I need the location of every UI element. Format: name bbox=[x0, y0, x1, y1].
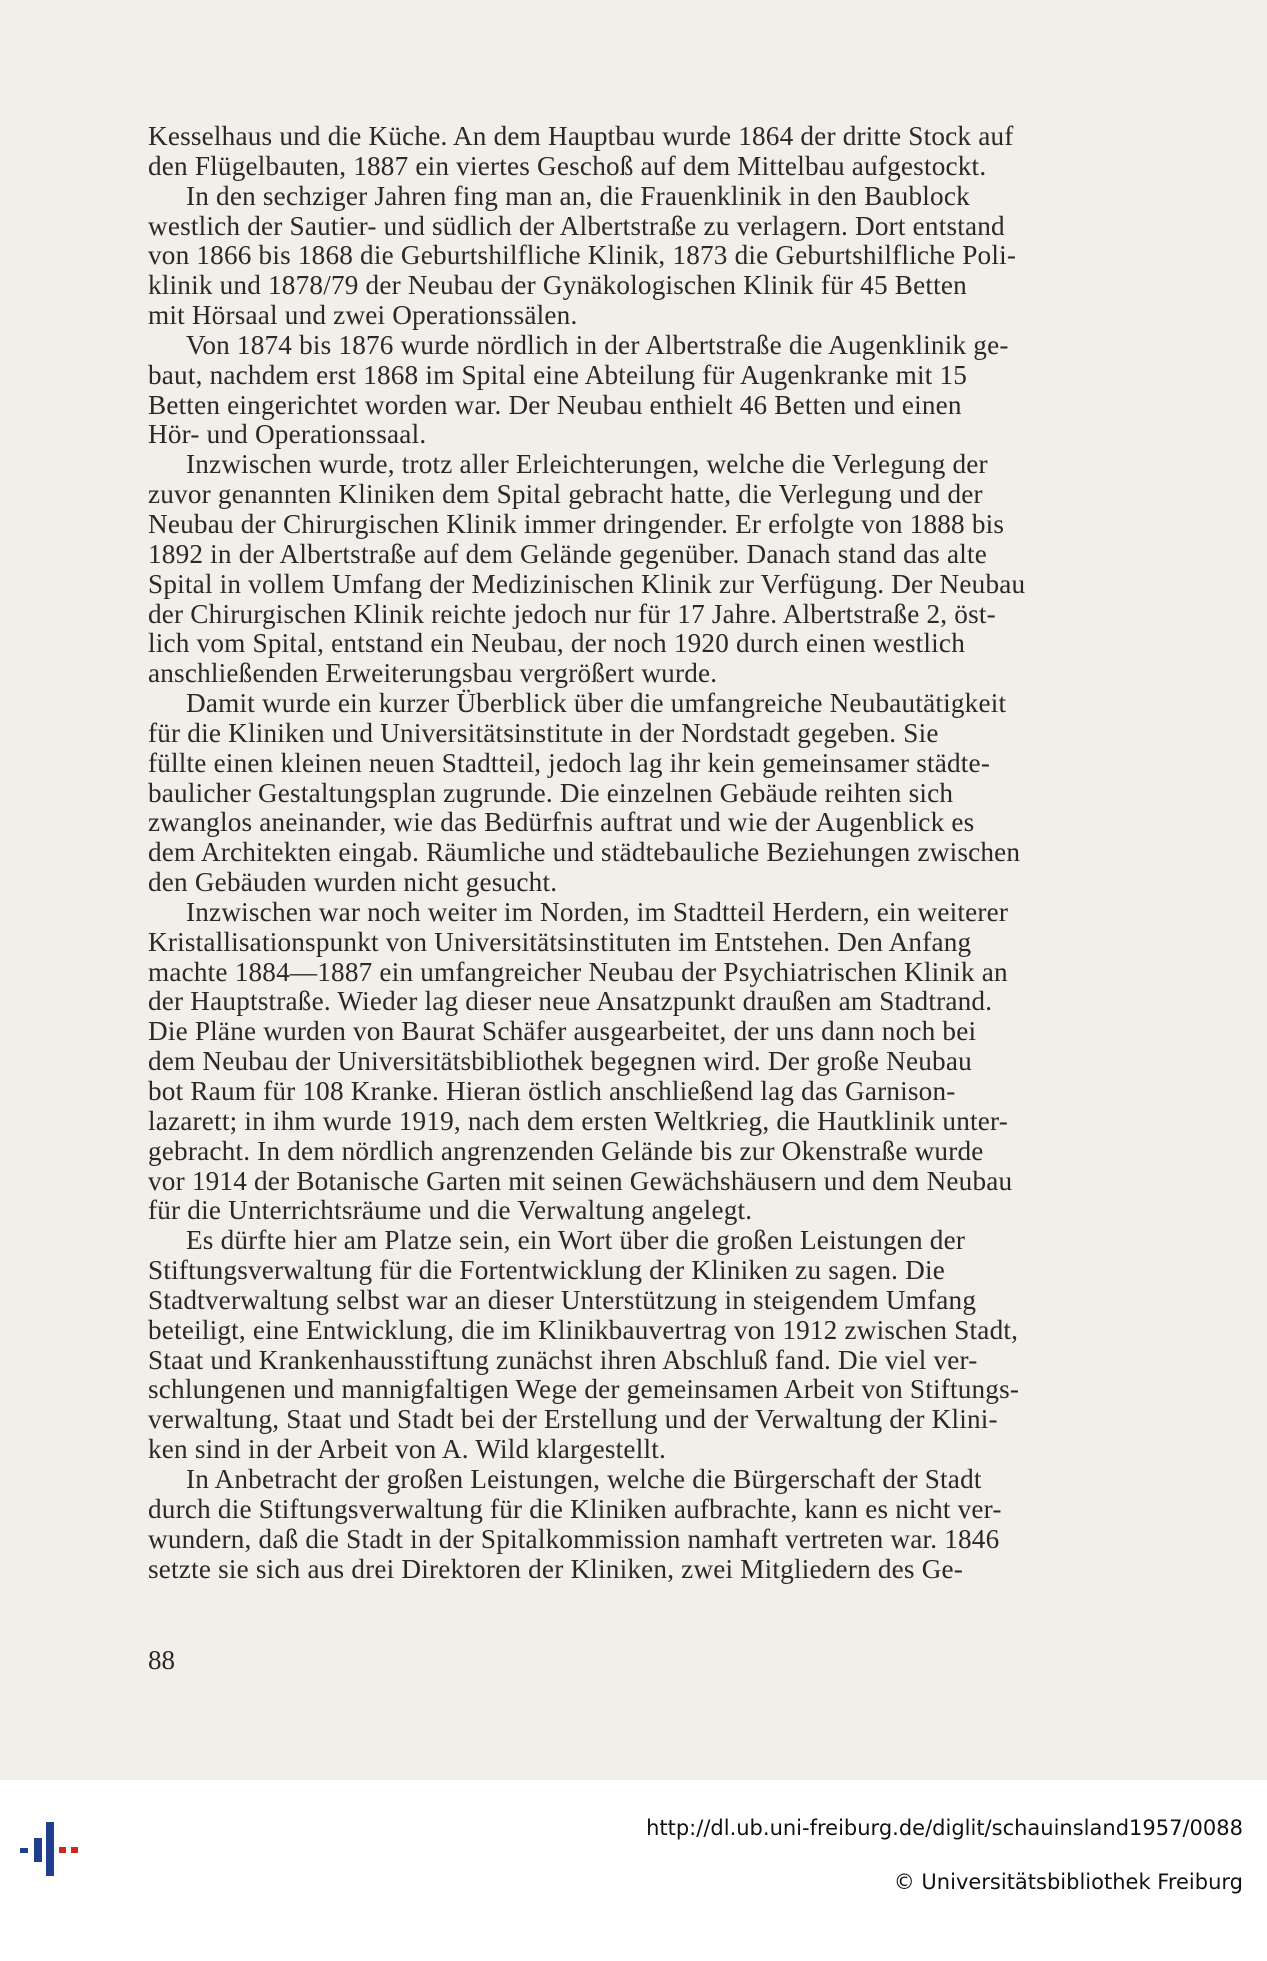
text-line: Kesselhaus und die Küche. An dem Hauptbau wurde 1864 der dritte Stock auf bbox=[148, 121, 1014, 151]
ub-freiburg-logo-icon bbox=[16, 1810, 82, 1880]
text-line: dem Architekten eingab. Räumliche und städtebauliche Beziehungen zwischen bbox=[148, 837, 1021, 868]
text-line: den Flügelbauten, 1887 ein viertes Geschoß auf dem Mittelbau aufgestockt. bbox=[148, 150, 987, 181]
text-line: 1892 in der Albertstraße auf dem Gelände gegenüber. Danach stand das alte bbox=[148, 538, 987, 569]
text-line: durch die Stiftungsverwaltung für die Kliniken aufbrachte, kann es nicht ver- bbox=[148, 1493, 1002, 1524]
text-line: In Anbetracht der großen Leistungen, welche die Bürgerschaft der Stadt bbox=[186, 1463, 982, 1494]
text-line: lazarett; in ihm wurde 1919, nach dem ersten Weltkrieg, die Hautklinik unter- bbox=[148, 1105, 1009, 1136]
text-line: der Chirurgischen Klinik reichte jedoch nur für 17 Jahre. Albertstraße 2, öst- bbox=[148, 598, 996, 629]
text-line: mit Hörsaal und zwei Operationssälen. bbox=[148, 300, 578, 331]
text-line: füllte einen kleinen neuen Stadtteil, jedoch lag ihr kein gemeinsamer städte- bbox=[148, 747, 991, 778]
text-line: beteiligt, eine Entwicklung, die im Klinikbauvertrag von 1912 zwischen Stadt, bbox=[148, 1314, 1019, 1345]
text-line: Damit wurde ein kurzer Überblick über die umfangreiche Neubautätigkeit bbox=[186, 688, 1007, 719]
text-line: zuvor genannten Kliniken dem Spital gebracht hatte, die Verlegung und der bbox=[148, 479, 983, 510]
text-line: verwaltung, Staat und Stadt bei der Erstellung und der Verwaltung der Klini- bbox=[148, 1404, 998, 1435]
text-line: gebracht. In dem nördlich angrenzenden Gelände bis zur Okenstraße wurde bbox=[148, 1135, 984, 1166]
text-line: dem Neubau der Universitätsbibliothek begegnen wird. Der große Neubau bbox=[148, 1046, 972, 1077]
paragraph bbox=[148, 1226, 1143, 1465]
text-line: Inzwischen wurde, trotz aller Erleichterungen, welche die Verlegung der bbox=[186, 449, 988, 480]
paragraph bbox=[148, 898, 1143, 1226]
page-body-text bbox=[148, 122, 1143, 1584]
text-line: machte 1884—1887 ein umfangreicher Neubau der Psychiatrischen Klinik an bbox=[148, 956, 1008, 987]
text-line: Staat und Krankenhausstiftung zunächst ihren Abschluß fand. Die viel ver- bbox=[148, 1344, 978, 1375]
paragraph bbox=[148, 182, 1143, 331]
text-line: ken sind in der Arbeit von A. Wild klargestellt. bbox=[148, 1434, 666, 1465]
text-line: bot Raum für 108 Kranke. Hieran östlich anschließend lag das Garnison- bbox=[148, 1076, 956, 1106]
text-line: westlich der Sautier- und südlich der Albertstraße zu verlagern. Dort entstand bbox=[148, 210, 1005, 241]
text-line: lich vom Spital, entstand ein Neubau, der noch 1920 durch einen westlich bbox=[148, 628, 965, 659]
text-line: Inzwischen war noch weiter im Norden, im Stadtteil Herdern, ein weiterer bbox=[186, 896, 1009, 927]
text-line: wundern, daß die Stadt in der Spitalkommission namhaft vertreten war. 1846 bbox=[148, 1523, 1000, 1554]
text-line: baut, nachdem erst 1868 im Spital eine Abteilung für Augenkranke mit 15 bbox=[148, 359, 968, 390]
text-line: Spital in vollem Umfang der Medizinischen Klinik zur Verfügung. Der Neubau bbox=[148, 568, 1026, 599]
text-line: Es dürfte hier am Platze sein, ein Wort über die großen Leistungen der bbox=[186, 1225, 966, 1256]
text-line: Stiftungsverwaltung für die Fortentwicklung der Kliniken zu sagen. Die bbox=[148, 1255, 945, 1286]
paragraph bbox=[148, 450, 1143, 689]
text-line: vor 1914 der Botanische Garten mit seinen Gewächshäusern und dem Neubau bbox=[148, 1165, 1013, 1196]
text-line: baulicher Gestaltungsplan zugrunde. Die einzelnen Gebäude reihten sich bbox=[148, 777, 954, 808]
text-line: setzte sie sich aus drei Direktoren der Kliniken, zwei Mitgliedern des Ge- bbox=[148, 1553, 964, 1584]
text-line: Betten eingerichtet worden war. Der Neubau enthielt 46 Betten und einen bbox=[148, 389, 962, 420]
footer-bar bbox=[0, 1780, 1267, 1961]
page-number: 88 bbox=[148, 1645, 175, 1675]
text-line: der Hauptstraße. Wieder lag dieser neue Ansatzpunkt draußen am Stadtrand. bbox=[148, 986, 993, 1017]
text-line: klinik und 1878/79 der Neubau der Gynäkologischen Klinik für 45 Betten bbox=[148, 270, 967, 301]
text-line: für die Unterrichtsräume und die Verwaltung angelegt. bbox=[148, 1195, 753, 1226]
text-line: zwanglos aneinander, wie das Bedürfnis auftrat und wie der Augenblick es bbox=[148, 807, 975, 838]
text-line: schlungenen und mannigfaltigen Wege der gemeinsamen Arbeit von Stiftungs- bbox=[148, 1374, 1020, 1405]
paragraph bbox=[148, 689, 1143, 898]
text-line: von 1866 bis 1868 die Geburtshilfliche Klinik, 1873 die Geburtshilfliche Poli- bbox=[148, 240, 1017, 271]
text-line: Neubau der Chirurgischen Klinik immer dringender. Er erfolgte von 1888 bis bbox=[148, 508, 1005, 539]
paragraph bbox=[148, 122, 1143, 182]
text-line: den Gebäuden wurden nicht gesucht. bbox=[148, 867, 558, 898]
copyright-notice: © Universitätsbibliothek Freiburg bbox=[893, 1870, 1243, 1894]
text-line: für die Kliniken und Universitätsinstitute in der Nordstadt gegeben. Sie bbox=[148, 717, 939, 748]
paragraph bbox=[148, 331, 1143, 450]
text-line: Von 1874 bis 1876 wurde nördlich in der Albertstraße die Augenklinik ge- bbox=[186, 329, 1009, 360]
text-line: Hör- und Operationssaal. bbox=[148, 419, 427, 450]
text-line: anschließenden Erweiterungsbau vergrößert wurde. bbox=[148, 658, 718, 689]
text-line: Die Pläne wurden von Baurat Schäfer ausgearbeitet, der uns dann noch bei bbox=[148, 1016, 977, 1047]
text-line: In den sechziger Jahren fing man an, die Frauenklinik in den Baublock bbox=[186, 180, 970, 211]
text-line: Stadtverwaltung selbst war an dieser Unterstützung in steigendem Umfang bbox=[148, 1284, 977, 1315]
paragraph bbox=[148, 1465, 1143, 1584]
text-line: Kristallisationspunkt von Universitätsinstituten im Entstehen. Den Anfang bbox=[148, 926, 972, 957]
source-url-link[interactable]: http://dl.ub.uni-freiburg.de/diglit/schauinsland1957/0088 bbox=[646, 1816, 1243, 1840]
